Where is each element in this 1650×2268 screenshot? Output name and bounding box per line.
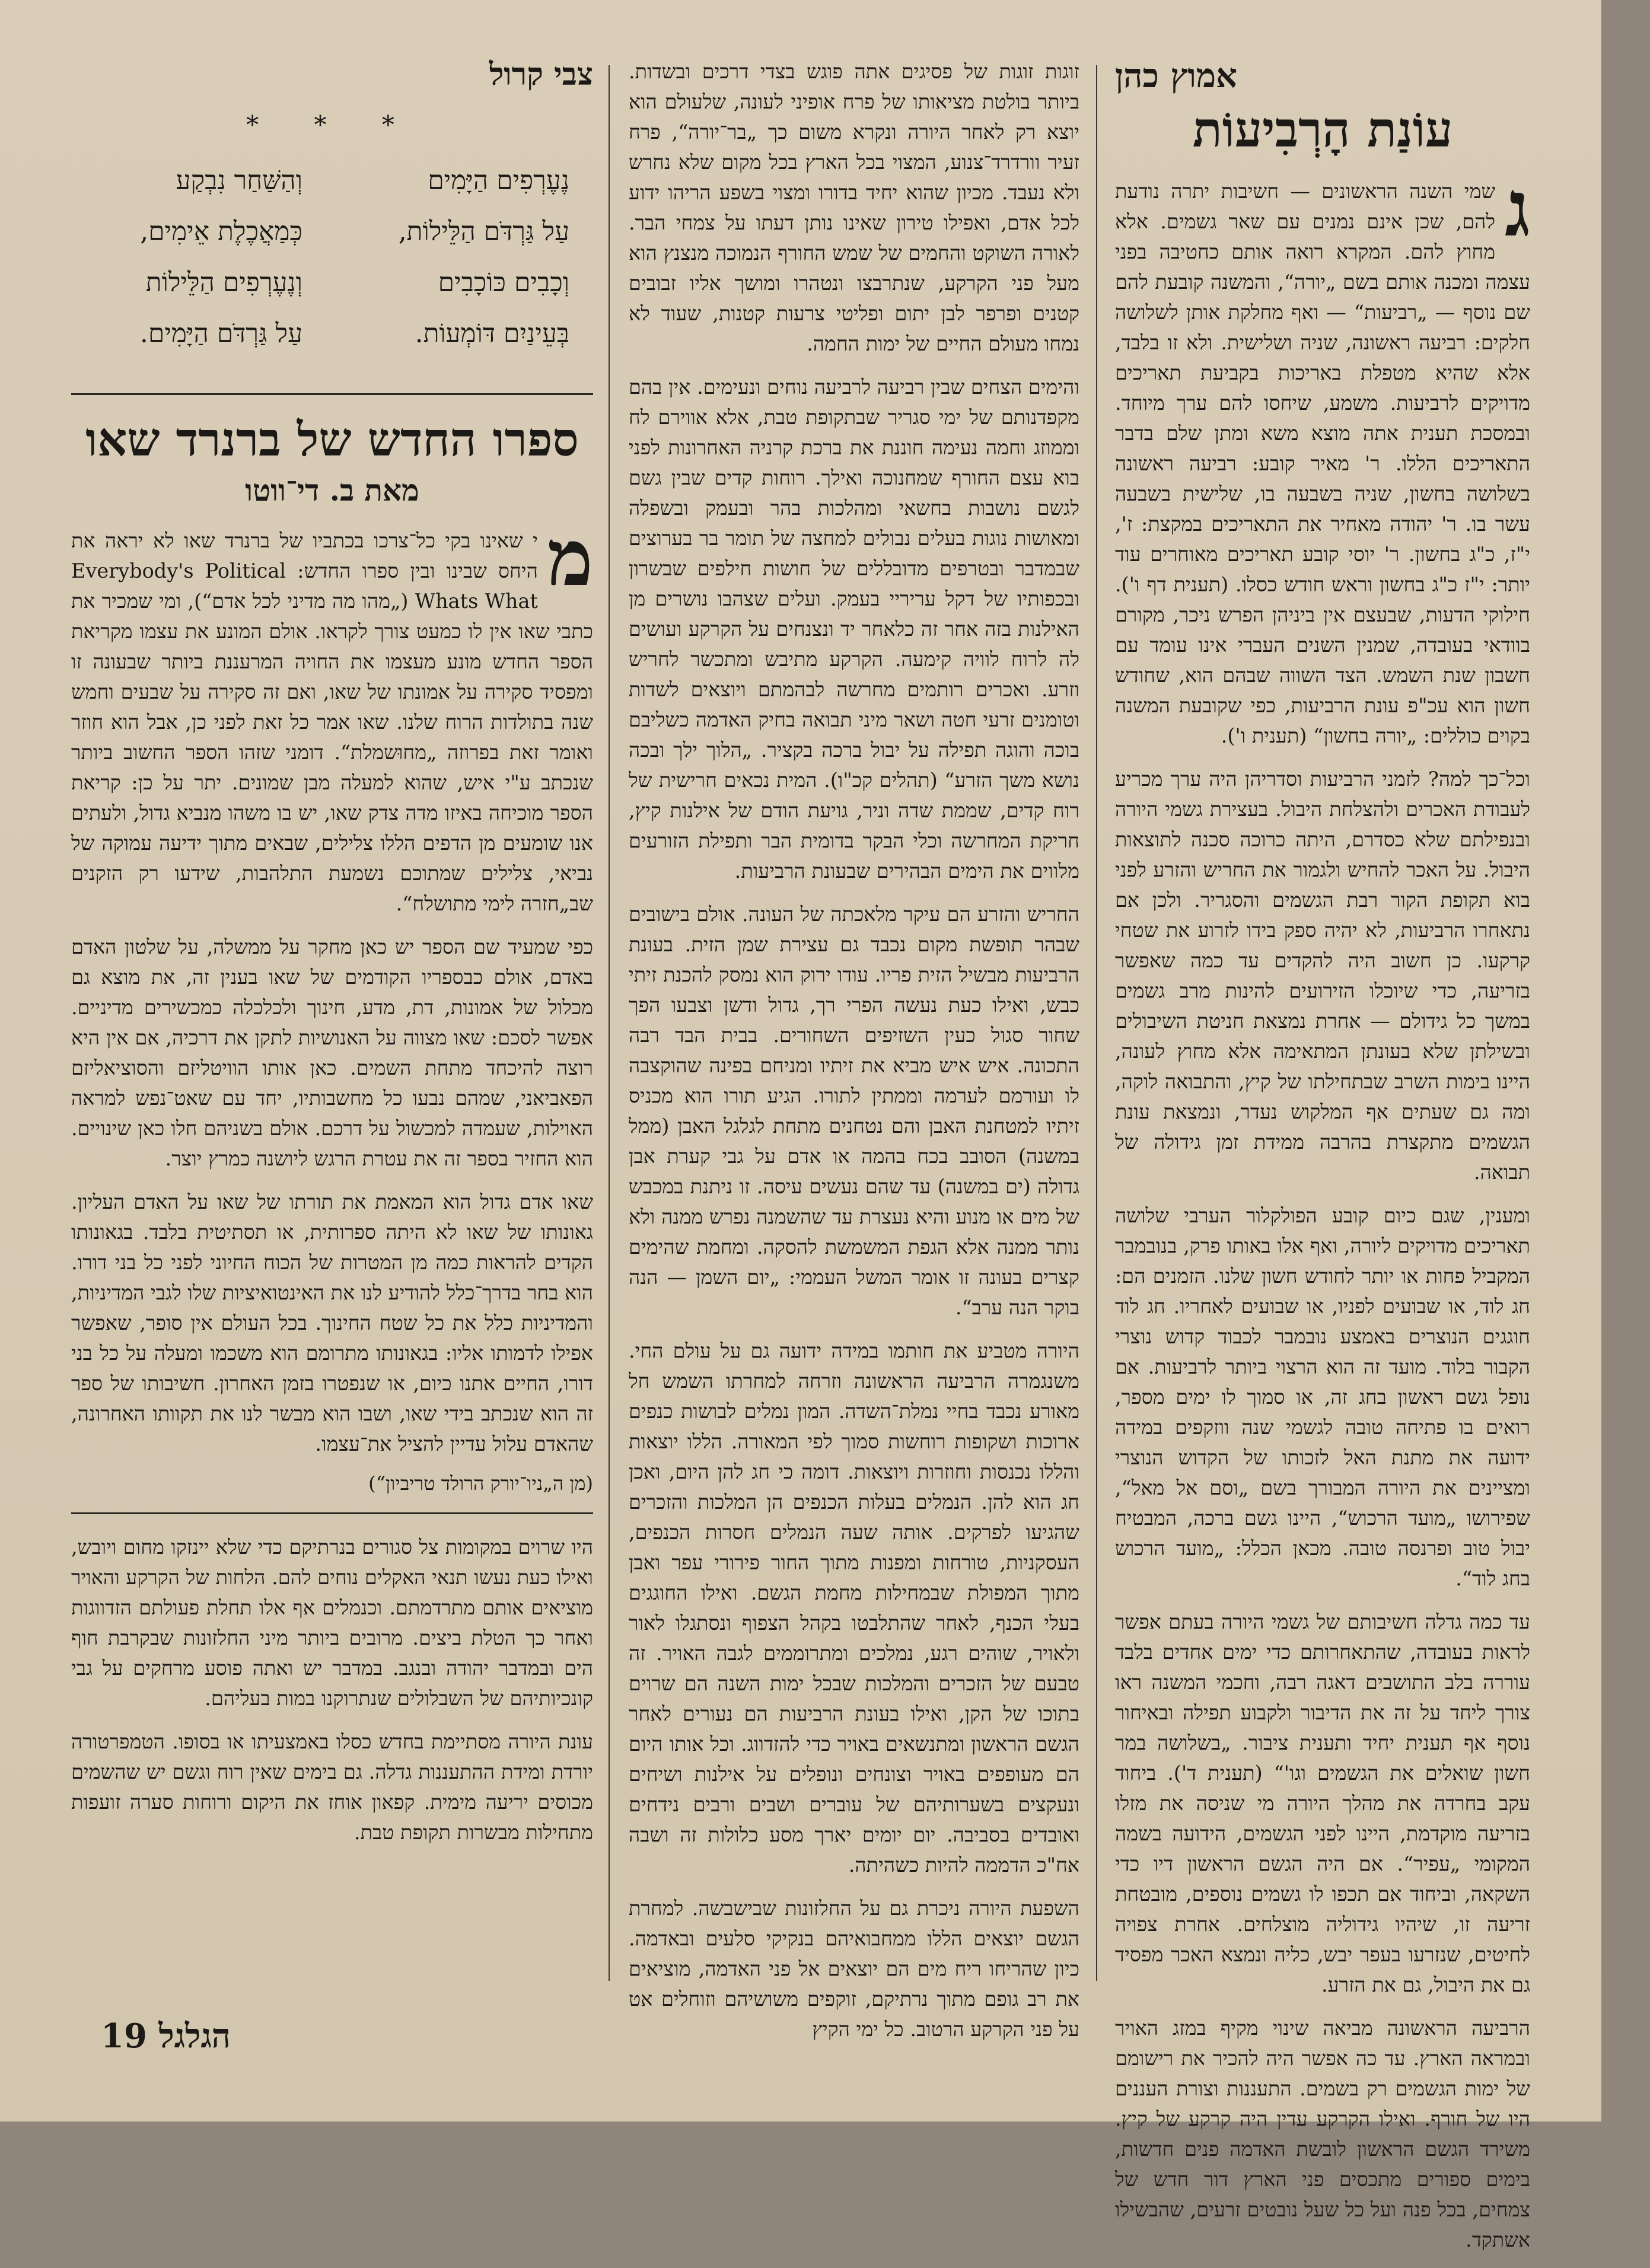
shaw-article-title: ספרו החדש של ברנרד שאו (85, 413, 579, 467)
article-paragraph: ג שמי השנה הראשונים — חשיבות יתרה נודעת להם, שכן אינם נמנים עם שאר גשמים. אלא מחוץ להם. המקרא רואה אותם כחטיבה בפני עצמה ומכנה אותם בשם „יורה“, והמשנה קובעת להם שם נוסף — „רביעות“ — ואף מחלקת אותן לשלושה חלקים: רביעה ראשונה, שניה ושלישית. ולא זו בלבד, אלא שהיא מטפלת באריכות בקביעת תאריכים מדויקים לרביעות. משמע, שיחסו להם ערך מיוחד. ובמסכת תענית אתה מוצא משא ומתן שלם בדבר התאריכים הללו. ר' מאיר קובע: רביעה ראשונה בשלושה בחשון, שניה בשבעה בו, שלישית בשבעה עשר בו. ר' יהודה מאחיר את התאריכים במקצת: ז', י"ז, כ"ג בחשון. ר' יוסי קובע תאריכים מאוחרים עוד יותר: י"ז כ"ג בחשון וראש חודש כסלו. (תענית דף ו'). חילוקי הדעות, שבעצם אין ביניהן הפרש ניכר, מקורם בוודאי בעובדה, שמנין השנים העברי אינו עומד עם חשבון שנת השמש. הצד השווה שבהם הוא, שחודש חשון הוא עכ"פ עונת הרביעות, כפי שקובעת המשנה בקוים כוללים: „יורה בחשון“ (תענית ו'). (1115, 163, 1530, 747)
article-paragraph: עד כמה גדלה חשיבותם של גשמי היורה בעתם אפשר לראות בעובדה, שהתאחרותם כדי ימים אחדים בלבד עוררה בלב התושבים דאגה רבה, וחכמי המשנה ראו צורך ליחד על זה את הדיבור ולקבוע תפילה ובאיחור נוסף אף תענית יחיד ותענית ציבור. „בשלושה במר חשון שואלים את הגשמים וגו'“ (תענית ד'). ביחוד עקב בחרדה את מהלך היורה מי שניסה את מזלו בזריעה מוקדמת, היינו לפני הגשמים, הידועה בשמה המקומי „עפיר“. אם היה הגשם הראשון דיו כדי השקאה, וביחוד אם תכפו לו גשמים נוספים, מובטחת זריעה זו, שיהיו גידוליה מוצלחים. אחרת צפויה לחיטים, שנזרעו בעפר יבש, כליה ונמצא האכר מפסיד גם את היבול, גם את הזרע. (1115, 1610, 1530, 1996)
poem-line: וְכָבִים כּוֹכָבִים (438, 267, 569, 298)
poem-line: כְּמַאֲכֶלֶת אֵימִים, (140, 216, 302, 247)
article-paragraph: עונת היורה מסתיימת בחדש כסלו באמצעיתו או בסופו. הטמפרטורה יורדת ומידת ההתעננות גדלה. גם בימים שאין רוח וגשם יש שהשמים מכוסים יריעה מימית. קפאון אוחז את היקום ורוחות סערה זועפות מתחילות מבשרות תקופת טבת. (71, 1730, 593, 1844)
column-rule (609, 65, 610, 1981)
poem-header (71, 56, 593, 93)
article-paragraph: זוגות זוגות של פסיגים אתה פוגש בצדי דרכים ובשדות. ביותר בולטת מציאותו של פרח אופיני לעונה, שלעולם הוא יוצא רק לאחר היורה ונקרא משום כך „בר־יורה“, פרח זעיר וורדרד־צנוע, המצוי בכל הארץ בכל מקום שלא נחרש ולא נעבד. מכיון שהוא יחיד בדורו ומצוי בשפע הריהו ידוע לכל אדם, ואפילו טירון שאינו נותן דעתו על צמחי הבר. לאורה השוקט והחמים של שמש החורף הנמוכה מנצנץ הוא מעל פני הקרקע, שנתרבצו ונטהרו ומושך אליו זבובים קטנים ופרפר לבן יתום ופליטי צרעות קטנות, שעוד לא נמחו מעולם החיים של ימות החמה. (629, 60, 1079, 355)
section-divider (71, 1512, 593, 1514)
drop-cap: ג (1505, 163, 1530, 254)
article-column-2 (629, 56, 1079, 2057)
poem-author: צבי קרול (489, 56, 593, 93)
poem-line: עַל גַּרְדֹּם הַלֵּילוֹת, (398, 216, 569, 247)
article-author: אמוץ כהן (1115, 56, 1238, 95)
poem-line: בְּעֵינַיִם דּוֹמְעוֹת. (415, 318, 569, 349)
article-paragraph: היורה מטביע את חותמו במידה ידועה גם על עולם החי. משנגמרה הרביעה הראשונה וזרחה למחרתו השמש חל מאורע נכבד בחיי נמלת־השדה. המון נמלים לבושות כנפים ארוכות ושקופות רוחשות סמוך לפי המאורה. הללו יוצאות והללו נכנסות וחוזרות ויוצאות. דומה כי חג להן היום, ואכן חג הוא להן. הנמלים בעלות הכנפים הן המלכות והזכרים שהגיעו לפרקים. אותה שעה הנמלים חסרות הכנפים, העסקניות, טורחות ומפנות מתוך החור פירורי עפר ואבן מתוך המפולת שבמחילות מחמת הגשם. ואילו החוגגים בעלי הכנף, לאחר שהתלבטו בקהל הצפוף ונסתגלו לאור ולאויר, שוהים רגע, נמלכים ומתרוממים לגבה האויר. זה טבעם של הזכרים והמלכות שבכל ימות השנה הם שרוים בתוכו של הקן, ואילו בעונת הרביעות הם נעורים לאחר הגשם הראשון ומתנשאים באויר כדי להזדווג. וכל אותו היום הם מעופפים באויר וצונחים ונופלים על אילנות ושיחים ונעקצים בשערותיהם של עוברים ושבים ורבים נידחים ואובדים בסביבה. יום יומים יארך מסע כלולות זה ושבה אח"כ הדממה להיות כשהיתה. (629, 1339, 1079, 1877)
article-paragraph: וכל־כך למה? לזמני הרביעות וסדריהן היה ערך מכריע לעבודת האכרים ולהצלחת היבול. בעצירת גשמי היורה ובנפילתם שלא כסדרם, היתה כרוכה סכנה לתוצאות היבול. על האכר להחיש ולגמור את החריש והזרע לפני בוא תקופת הקור רבת הגשמים והסגריר. ולכן אם נתאחרו הרביעות, לא יהיה ספק בידו לזרוע את שטחי קרקעו. כן חשוב היה להקדים עד כמה שאפשר בזריעה, כדי שיוכלו הזירועים להינות מרב גשמים במשך כל גידולם — אחרת נמצאת חניטת השיבולים ובשילתן שלא בעונתן המתאימה אלא מחוץ לעונה, היינו בימות השרב שבתחילתו של קיץ, והתבואה לוקה, ומה גם שעתים אף המלקוש נעדר, ונמצאת עונת הגשמים מתקצרת בהרבה ממידת זמן גידולה של תבואה. (1115, 767, 1530, 1184)
page-footer (101, 2017, 231, 2056)
article-source: (מן ה„ניו־יורק הרולד טריביון“) (368, 1472, 593, 1495)
shaw-article-byline: מאת ב. די־ווטו (245, 473, 419, 508)
article-paragraph: הרביעה הראשונה מביאה שינוי מקיף במזג האויר ובמראה הארץ. עד כה אפשר היה להכיר את רישומם של ימות הגשמים רק בשמים. התעננות וצורת העננים היו של חורף. ואילו הקרקע עדין היה קרקע של קיץ. משירד הגשם הראשון לובשת האדמה פנים חדשות, בימים ספורים מתכסים פני הארץ דור חדש של צמחים, בכל פנה ועל כל שעל נובטים זרעים, שהבשילו אשתקד. (1115, 2017, 1530, 2251)
article-paragraph: שאו אדם גדול הוא המאמת את תורתו של שאו על האדם העליון. גאונותו של שאו לא היתה ספרותית, או תסתיטית בלבד. בגאונותו הקדים להראות כמה מן המטרות של הכוח החיוני לפני כל בני דורו. הוא בחר בדרך־כלל להודיע לנו את האינטואיציות שלו לגבי המדיניות, והמדיניות כלל את כל שטח החינוך. בכל העולם אין סופר, שאפשר אפילו לדמותו אליו: בגאונותו מתרומם הוא משכמו ומעלה על כל בני דורו, החיים אתנו כיום, או שנפטרו בזמן האחרון. חשיבותו של ספר זה הוא שנכתב בידי שאו, ושבו הוא מבשר לנו את תקוותו האחרונה, שהאדם עלול עדיין להציל את־עצמו. (71, 1190, 593, 1455)
section-divider (71, 393, 593, 395)
article-column-3 (71, 56, 593, 1861)
article-paragraph: היו שרוים במקומות צל סגורים בנרתיקם כדי שלא יינזקו מחום ויובש, ואילו כעת נעשו תנאי האקלים נוחים להם. הלחות של הקרקע והאויר מוציאים אותם מתרדמתם. וכנמלים אף אלו תחלת פעולתם הזדווגות ואחר כך הטלת ביצים. מרובים ביותר מיני החלזונות שבקרבת חוף הים ובמדבר יהודה ובנגב. במדבר יש ואתה פוסע מרחקים על גבי קונכיותיהם של השבלולים שנתרוקנו במות בעליהם. (71, 1536, 593, 1710)
article-paragraph: החריש והזרע הם עיקר מלאכתה של העונה. אולם בישובים שבהר תופשת מקום נכבד גם עצירת שמן הזית. בעונת הרביעות מבשיל הזית פריו. עודו ירוק הוא נמסק להכנת זיתי כבש, ואילו כעת נעשה הפרי רך, גדול ודשן וצבעו הפך שחור סגול כעין השזיפים השחורים. בבית הבד רבה התכונה. איש איש מביא את זיתיו ומניחם בפינה שהוקצבה לו ועורמם לערמה וממתין לתורו. הגיע תורו הוא מכניס זיתיו למטחנת האבן והם נטחנים מתחת לגלגל האבן (ממל במשנה) הסובב בכח בהמה או אדם על גבי קערת אבן גדולה (ים במשנה) עד שהם נעשים עיסה. זו ניתנת במכבש של מים או מנוע והיא נעצרת עד שהשמנה נפרש ממנה ולא נותר ממנה אלא הגפת המשמשת להסקה. ומחמת שהימים קצרים בעונה זו אומר המשל העממי: „יום השמן — הנה בוקר הנה ערב“. (629, 903, 1079, 1319)
poem-line: נֶעֶרְפִים הַיָּמִים (428, 165, 569, 196)
poem-line: וְנֶעֶרְפִים הַלֵּילוֹת (145, 267, 302, 298)
poem-stars: * * * (246, 110, 418, 139)
page-number: 19 (101, 2017, 147, 2056)
article-column-1 (1115, 56, 1530, 2268)
magazine-name: הגלגל (158, 2017, 231, 2056)
poem-line: עַל גַּרְדֹּם הַיָּמִים. (139, 318, 302, 349)
article-paragraph: השפעת היורה ניכרת גם על החלזונות שבישבשה. למחרת הגשם יוצאים הללו ממחבואיהם בנקיקי סלעים ובאדמה. כיון שהריחו ריח מים הם יוצאים אל פני האדמה, מוציאים את רב גופם מתוך נרתיקם, זוקפים משושיהם וזוחלים אט על פני הקרקע הרטוב. כל ימי הקיץ (629, 1897, 1079, 2041)
poem-body (71, 157, 569, 358)
article-paragraph: והימים הצחים שבין רביעה לרביעה נוחים ונעימים. אין בהם מקפדנותם של ימי סגריר שבתקופת טבת, אלא אווירם לח וממוזג וחמה נעימה חוננת את ברכת קרניה האחרונות לפני בוא עצם החורף שמחנוכה ואילך. רוחות קדים שבין גשם לגשם נושבות בחשאי ומהלכות בהר ובעמק ובשפלה ומאושות נוגות בעלים נבולים למחצה של תומר בר בערוצים שבמדבר ובטרפים מדובללים של חושות חילפים שבשרון ובכפותיו של דקל עריריי בעמק. ועלים שצהבו נושרים מן האילנות בזה אחר זה כלאחר יד ונצנחים על הקרקע ועושים לה לרוח לוויה קימעה. הקרקע מתיבש ומתכשר לחריש וזרע. ואכרים רותמים מחרשה לבהמתם ויוצאים לשדות וטומנים זרעי חטה ושאר מיני תבואה בחיק האדמה כשליבם בוכה והוגה תפילה על יבול ברכה בקציר. „הלוך ילך ובכה נושא משך הזרע“ (תהלים קכ"ו). המית נכאים חרישית של רוח קדים, שממת שדה וניר, גויעת הודם של אילנות קיץ, חריקת המחרשה וכלי הבקר בדומית הבר ותפילת הזורעים מלווים את הימים הבהירים שבעונת הרביעות. (629, 375, 1079, 883)
article-paragraph: כפי שמעיד שם הספר יש כאן מחקר על ממשלה, על שלטון האדם באדם, אולם כבספריו הקודמים של שאו בענין זה, את מוצא גם מכלול של אמונות, דת, מדע, חינוך ולכלכלה כמכשירים מדיניים. אפשר לסכם: שאו מצווה על האנושיות לתקן את דרכיה, אם אין היא רוצה להיכחד מתחת השמים. כאן אותו הוויטליזם והסוציאליזם הפאביאני, שמהם נבעו כל מחשבותיו, יחד עם שאט־נפש למראה האוילות, שעמדה למכשול על דרכם. אולם בשניהם חלו כאן שינויים. הוא החזיר בספר זה את עטרת הרגש ליושנה כמרץ יוצר. (71, 935, 593, 1170)
article-paragraph: מ י שאינו בקי כל־צרכו בכתביו של ברנרד שאו לא יראה את היחס שבינו ובין ספרו החדש: Everybody's Political Whats What („מהו מה מדיני לכל אדם“), ומי שמכיר את כתבי שאו אין לו כמעט צורך לקראו. אולם המונע את עצמו מקריאת הספר החדש מונע מעצמו את החויה המרעננת ביותר שבעונה זו ומפסיד סקירה על אמונתו של שאו, ואם זה סקירה על שבעים וחמש שנה בתולדות הרוח שלנו. שאו אמר כל זאת לפני כן, אבל הוא חוזר ואומר זאת בפרוזה „מחוּשמלת“. דומני שזהו הספר החשוב ביותר שנכתב ע"י איש, שהוא למעלה מבן שמונים. יתר על כן: קריאת הספר מוכיחה באיזו מדה צדק שאו, יש בו משהו מנביא גדול, ולעתים אנו שומעים מן הדפים הללו צלילים, שבאים מתוך ידיעה עמוקה של נביאי, צלילים שמתוכם נשמעת התלהבות, שידעו רק הזקנים שב„חזרה לימי מתושלח“. (71, 512, 593, 915)
drop-cap: מ (547, 512, 593, 603)
poem-line: וְהַשַּׁחַר נִבְקַע (176, 165, 302, 196)
column-rule (1096, 65, 1097, 1981)
article-paragraph: ומענין, שגם כיום קובע הפולקלור הערבי שלושה תאריכים מדויקים ליורה, ואף אלו באותו פרק, בנובמבר המקביל פחות או יותר לחודש חשון שלנו. הזמנים הם: חג לוד, או שבועים לפניו, או שבועים לאחריו. חג לוד חוגגים הנוצרים באמצע נובמבר לכבוד קדוש נוצרי הקבור בלוד. מועד זה הוא הרצוי ביותר לרביעות. אם נופל גשם ראשון בחג זה, או סמוך לו ימים מספר, רואים בו פתיחה טובה לגשמי שנה ווזקפים במידה ידועה את מתנת האל לזכותו של הקדוש הנוצרי ומציינים את היורה המבורך בשם „וסם אל מאל“, שפירושו „מועד הרכוש“, היינו גשם ברכה, המבטיח יבול טוב ופרנסה טובה. מכאן הכלל: „מועד הרכוש בחג לוד“. (1115, 1204, 1530, 1590)
article-title: עוֹנַת הָרְבִיעוֹת (1192, 101, 1453, 158)
